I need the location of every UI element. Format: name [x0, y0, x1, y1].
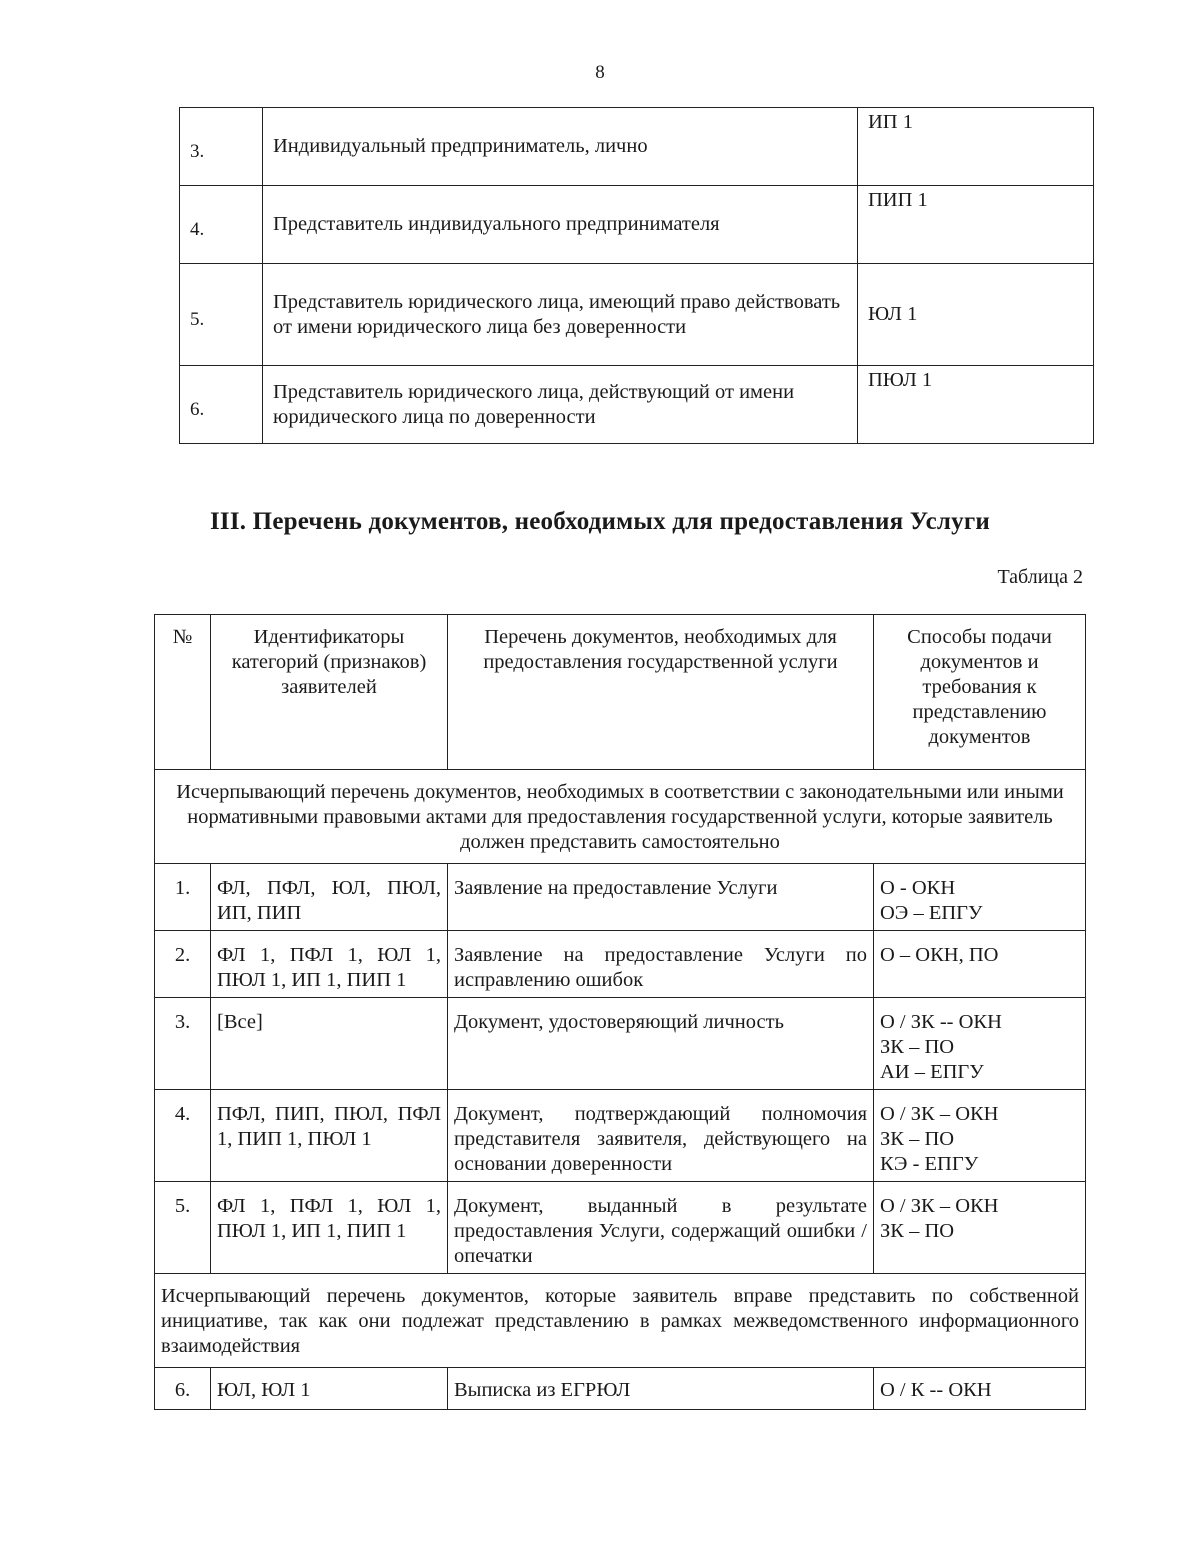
table-row [155, 1090, 1086, 1182]
document-name: Документ, выданный в результате предоставления Услуги, содержащий ошибки / опечатки [448, 1182, 874, 1274]
section-title: III. Перечень документов, необходимых для предоставления Услуги [210, 508, 990, 535]
table-row [155, 931, 1086, 998]
section-heading-optional: Исчерпывающий перечень документов, которые заявитель вправе представить по собственной инициативе, так как они подлежат представлению в рамках межведомственного информационного взаимодействия [155, 1274, 1086, 1368]
row-number: 1. [155, 864, 211, 931]
row-number: 3. [155, 998, 211, 1090]
table-row [180, 366, 1094, 444]
table-row [155, 998, 1086, 1090]
row-number: 6. [180, 366, 263, 444]
row-number: 4. [180, 186, 263, 264]
method-line: ОЭ – ЕПГУ [880, 902, 983, 924]
submission-methods [874, 998, 1086, 1090]
applicant-ids: ФЛ, ПФЛ, ЮЛ, ПЮЛ, ИП, ПИП [211, 864, 448, 931]
applicant-ids: ФЛ 1, ПФЛ 1, ЮЛ 1, ПЮЛ 1, ИП 1, ПИП 1 [211, 1182, 448, 1274]
submission-methods [874, 1182, 1086, 1274]
method-line: О / ЗК – ОКН [880, 1103, 999, 1125]
method-line: АИ – ЕПГУ [880, 1061, 984, 1083]
header-documents: Перечень документов, необходимых для предоставления государственной услуги [448, 615, 874, 770]
document-name: Документ, подтверждающий полномочия представителя заявителя, действующего на основании доверенности [448, 1090, 874, 1182]
table-row [180, 108, 1094, 186]
category-name: Представитель юридического лица, имеющий право действовать от имени юридического лица без доверенности [263, 264, 858, 366]
row-number: 3. [180, 108, 263, 186]
applicant-ids: ФЛ 1, ПФЛ 1, ЮЛ 1, ПЮЛ 1, ИП 1, ПИП 1 [211, 931, 448, 998]
table-row [155, 864, 1086, 931]
table-row [155, 1368, 1086, 1410]
section-row [155, 1274, 1086, 1368]
header-methods: Способы подачи документов и требования к представлению документов [874, 615, 1086, 770]
table-row [155, 1182, 1086, 1274]
document-name: Заявление на предоставление Услуги по исправлению ошибок [448, 931, 874, 998]
category-code: ПИП 1 [858, 186, 1094, 264]
method-line: О / ЗК – ОКН [880, 1195, 999, 1217]
submission-methods [874, 1368, 1086, 1410]
method-line: КЭ - ЕПГУ [880, 1153, 979, 1175]
row-number: 2. [155, 931, 211, 998]
document-name: Документ, удостоверяющий личность [448, 998, 874, 1090]
page-number: 8 [595, 62, 605, 83]
row-number: 5. [180, 264, 263, 366]
section-row [155, 770, 1086, 864]
header-number: № [155, 615, 211, 770]
category-code: ЮЛ 1 [858, 264, 1094, 366]
applicant-ids: [Все] [211, 998, 448, 1090]
row-number: 5. [155, 1182, 211, 1274]
method-line: О - ОКН [880, 877, 956, 899]
section-heading-required: Исчерпывающий перечень документов, необходимых в соответствии с законодательными или иными нормативными правовыми актами для предоставления государственной услуги, которые заявитель должен представить самостоятельно [155, 770, 1086, 864]
header-identifiers: Идентификаторы категорий (признаков) заявителей [211, 615, 448, 770]
documents-table [154, 614, 1086, 1410]
submission-methods [874, 931, 1086, 998]
applicant-categories-table [179, 107, 1094, 444]
category-name: Представитель индивидуального предпринимателя [263, 186, 858, 264]
category-code: ПЮЛ 1 [858, 366, 1094, 444]
submission-methods [874, 864, 1086, 931]
applicant-ids: ЮЛ, ЮЛ 1 [211, 1368, 448, 1410]
table-row [180, 186, 1094, 264]
submission-methods [874, 1090, 1086, 1182]
method-line: О – ОКН, ПО [880, 944, 999, 966]
table-caption: Таблица 2 [997, 566, 1083, 588]
method-line: ЗК – ПО [880, 1128, 955, 1150]
method-line: ЗК – ПО [880, 1220, 955, 1242]
applicant-ids: ПФЛ, ПИП, ПЮЛ, ПФЛ 1, ПИП 1, ПЮЛ 1 [211, 1090, 448, 1182]
document-name: Заявление на предоставление Услуги [448, 864, 874, 931]
document-name: Выписка из ЕГРЮЛ [448, 1368, 874, 1410]
row-number: 6. [155, 1368, 211, 1410]
table-row [180, 264, 1094, 366]
category-name: Представитель юридического лица, действующий от имени юридического лица по доверенности [263, 366, 858, 444]
category-code: ИП 1 [858, 108, 1094, 186]
table-header-row [155, 615, 1086, 770]
category-name: Индивидуальный предприниматель, лично [263, 108, 858, 186]
method-line: О / ЗК -- ОКН [880, 1011, 1002, 1033]
method-line: О / К -- ОКН [880, 1379, 992, 1401]
row-number: 4. [155, 1090, 211, 1182]
method-line: ЗК – ПО [880, 1036, 955, 1058]
